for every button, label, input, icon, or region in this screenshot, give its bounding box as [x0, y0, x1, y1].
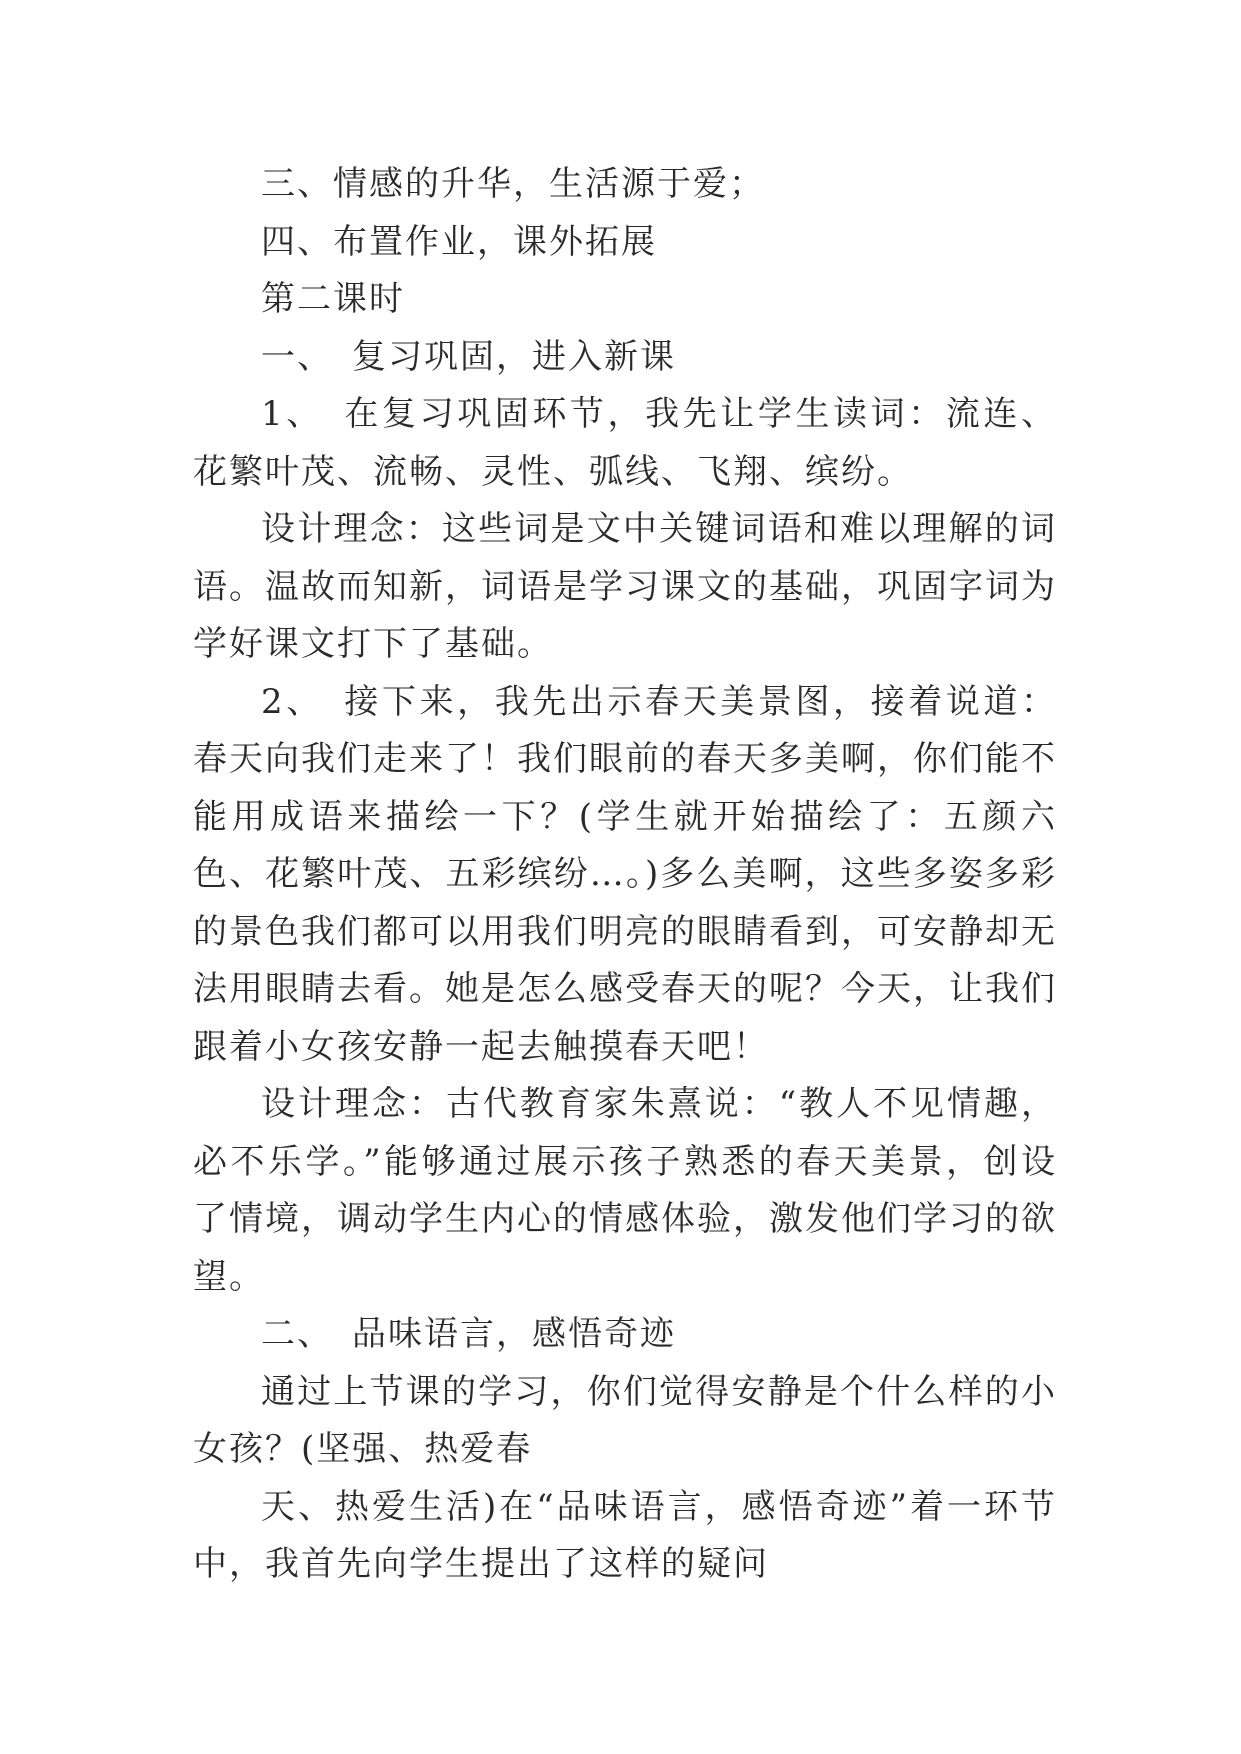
paragraph-review-step-1: 1、 在复习巩固环节，我先让学生读词：流连、花繁叶茂、流畅、灵性、弧线、飞翔、缤纷。 [193, 394, 1057, 492]
paragraph-question-continued: 天、热爱生活)在“品味语言，感悟奇迹”着一环节中，我首先向学生提出了这样的疑问 [193, 1486, 1057, 1584]
paragraph-language-heading: 二、 品味语言，感悟奇迹 [261, 1314, 676, 1354]
paragraph-question-intro: 通过上节课的学习，你们觉得安静是个什么样的小女孩？(坚强、热爱春 [193, 1371, 1057, 1469]
paragraph-section-4-heading: 四、布置作业，课外拓展 [261, 221, 657, 262]
paragraph-section-3-heading: 三、情感的升华，生活源于爱； [261, 164, 765, 204]
paragraph-design-rationale-2: 设计理念：古代教育家朱熹说：“教人不见情趣，必不乐学。”能够通过展示孩子熟悉的春天美景，创设了情境，调动学生内心的情感体验，激发他们学习的欲望。 [193, 1084, 1057, 1297]
paragraph-design-rationale-1: 设计理念：这些词是文中关键词语和难以理解的词语。温故而知新，词语是学习课文的基础，巩固字词为学好课文打下了基础。 [193, 509, 1057, 664]
paragraph-lesson-two-title: 第二课时 [261, 279, 405, 319]
paragraph-review-heading: 一、 复习巩固，进入新课 [261, 336, 676, 377]
paragraph-review-step-2: 2、 接下来，我先出示春天美景图，接着说道：春天向我们走来了！我们眼前的春天多美啊，你们能不能用成语来描绘一下？(学生就开始描绘了：五颜六色、花繁叶茂、五彩缤纷…。)多么美啊，这些多姿多彩的景色我们都可以用我们明亮的眼睛看到，可安静却无法用眼睛去看。她是怎么感受春天的呢？今天，让我们跟着小女孩安静一起去触摸春天吧！ [193, 681, 1057, 1067]
document-body [193, 156, 1057, 1594]
